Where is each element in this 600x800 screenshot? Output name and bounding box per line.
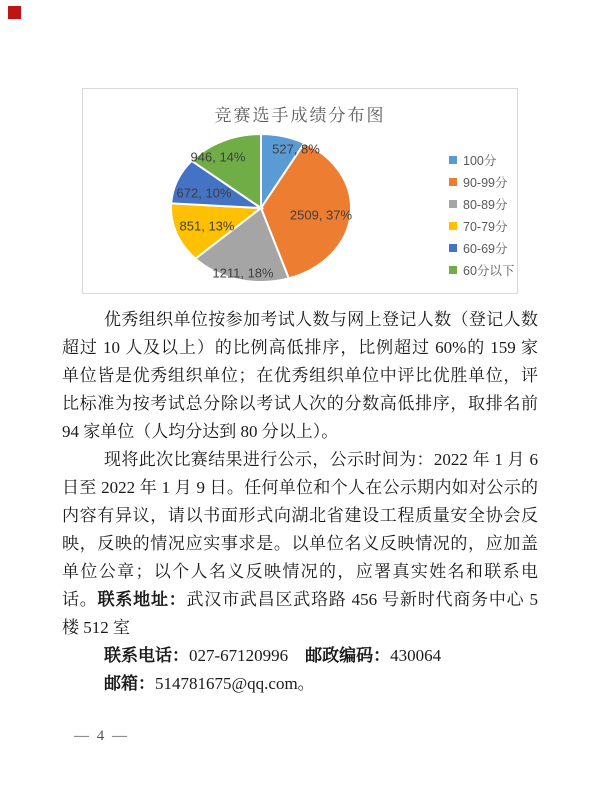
text-segment: 内容有异议，请以书面形式向湖北省建设工程质量安全协会反 xyxy=(62,506,538,525)
legend-swatch-icon xyxy=(449,266,457,274)
legend-swatch-icon xyxy=(449,156,457,164)
pie-slice-label: 946, 14% xyxy=(190,149,246,165)
text-segment: 514781675@qq.com。 xyxy=(155,674,315,693)
legend-item xyxy=(449,193,514,215)
chart-legend xyxy=(449,149,514,281)
legend-label: 70-79分 xyxy=(463,220,508,234)
legend-item xyxy=(449,215,514,237)
legend-item xyxy=(449,259,514,281)
text-segment xyxy=(288,646,305,665)
text-line xyxy=(62,334,538,362)
text-line xyxy=(62,558,538,586)
text-line xyxy=(62,530,538,558)
text-segment: 027-67120996 xyxy=(189,646,289,665)
legend-item xyxy=(449,171,514,193)
text-line xyxy=(62,502,538,530)
text-segment: 单位皆是优秀组织单位；在优秀组织单位中评比优胜单位，评 xyxy=(62,366,538,385)
text-line xyxy=(62,418,538,446)
legend-swatch-icon xyxy=(449,200,457,208)
text-line xyxy=(62,362,538,390)
page-number: — 4 — xyxy=(74,728,129,744)
text-line xyxy=(62,306,538,334)
text-line xyxy=(62,670,538,698)
text-segment: 楼 512 室 xyxy=(62,618,130,637)
text-line xyxy=(62,614,538,642)
score-distribution-chart xyxy=(82,88,518,294)
legend-swatch-icon xyxy=(449,222,457,230)
text-segment: 比标准为按考试总分除以考试人次的分数高低排序，取排名前 xyxy=(62,394,538,413)
bold-label: 联系电话： xyxy=(104,646,189,665)
red-marker-icon xyxy=(8,6,21,19)
text-segment: 武汉市武昌区武珞路 456 号新时代商务中心 5 xyxy=(186,590,538,609)
chart-title: 竞赛选手成绩分布图 xyxy=(214,106,386,125)
text-segment: 单位公章；以个人名义反映情况的，应署真实姓名和联系电 xyxy=(62,562,538,581)
legend-label: 90-99分 xyxy=(463,176,508,190)
body-text xyxy=(62,306,538,698)
text-line xyxy=(62,446,538,474)
bold-label: 邮政编码： xyxy=(305,646,391,665)
legend-label: 80-89分 xyxy=(463,198,508,212)
text-segment: 日至 2022 年 1 月 9 日。任何单位和个人在公示期内如对公示的 xyxy=(62,478,538,497)
legend-swatch-icon xyxy=(449,244,457,252)
bold-label: 联系地址： xyxy=(97,590,187,609)
pie-slice-label: 527, 8% xyxy=(272,141,320,157)
legend-item xyxy=(449,237,514,259)
bold-label: 邮箱： xyxy=(104,674,155,693)
pie-slice-label: 2509, 37% xyxy=(289,207,353,223)
text-line xyxy=(62,390,538,418)
pie-slice-label: 851, 13% xyxy=(179,218,235,234)
text-segment: 优秀组织单位按参加考试人数与网上登记人数（登记人数 xyxy=(104,310,538,329)
text-line xyxy=(62,586,538,614)
text-segment: 话。 xyxy=(62,590,98,609)
text-segment: 94 家单位（人均分达到 80 分以上）。 xyxy=(62,422,339,441)
pie-slice-label: 1211, 18% xyxy=(212,265,274,281)
legend-item xyxy=(449,149,514,171)
text-segment: 430064 xyxy=(390,646,442,665)
legend-label: 60分以下 xyxy=(463,264,515,278)
legend-label: 100分 xyxy=(463,154,497,168)
text-segment: 映，反映的情况应实事求是。以单位名义反映情况的，应加盖 xyxy=(62,534,538,553)
text-line xyxy=(62,642,538,670)
legend-label: 60-69分 xyxy=(463,242,508,256)
pie-slice-label: 672, 10% xyxy=(176,185,232,201)
legend-swatch-icon xyxy=(449,178,457,186)
text-line xyxy=(62,474,538,502)
text-segment: 现将此次比赛结果进行公示，公示时间为：2022 年 1 月 6 xyxy=(104,450,538,469)
text-segment: 超过 10 人及以上）的比例高低排序，比例超过 60%的 159 家 xyxy=(62,338,538,357)
